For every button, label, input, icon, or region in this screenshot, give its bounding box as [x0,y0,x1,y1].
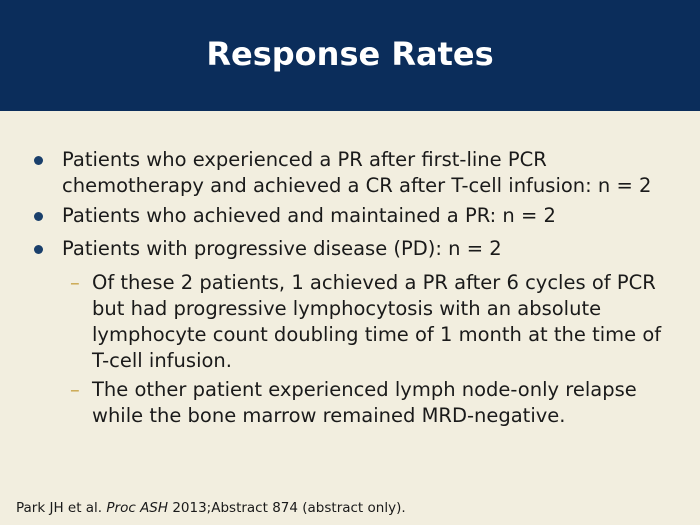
sub-bullet-item-1: Of these 2 patients, 1 achieved a PR after 6 cycles of PCR but had progressive lymphocytosis with an absolute lymphocyte count doubling time of 1 month at the time of T-cell infusion. [92,271,662,372]
slide-title: Response Rates [206,35,494,73]
bullet-dot-icon [34,212,43,221]
citation [16,499,406,517]
bullet-item-3: Patients with progressive disease (PD): n = 2 [62,237,502,260]
bullet-dot-icon [34,245,43,254]
sub-bullet-item-2: The other patient experienced lymph node-only relapse while the bone marrow remained MRD-negative. [92,378,637,427]
title-bar [0,0,700,111]
citation-journal: Proc ASH [106,500,169,516]
bullet-item-2: Patients who achieved and maintained a PR: n = 2 [62,204,556,227]
citation-details: 2013;Abstract 874 (abstract only). [172,500,406,516]
sub-bullet-dash-icon: – [70,271,80,294]
citation-authors: Park JH et al. [16,500,103,516]
bullet-dot-icon [34,156,43,165]
sub-bullet-dash-icon: – [70,378,80,401]
bullet-item-1: Patients who experienced a PR after first-line PCR chemotherapy and achieved a CR after T-cell infusion: n = 2 [62,148,652,197]
